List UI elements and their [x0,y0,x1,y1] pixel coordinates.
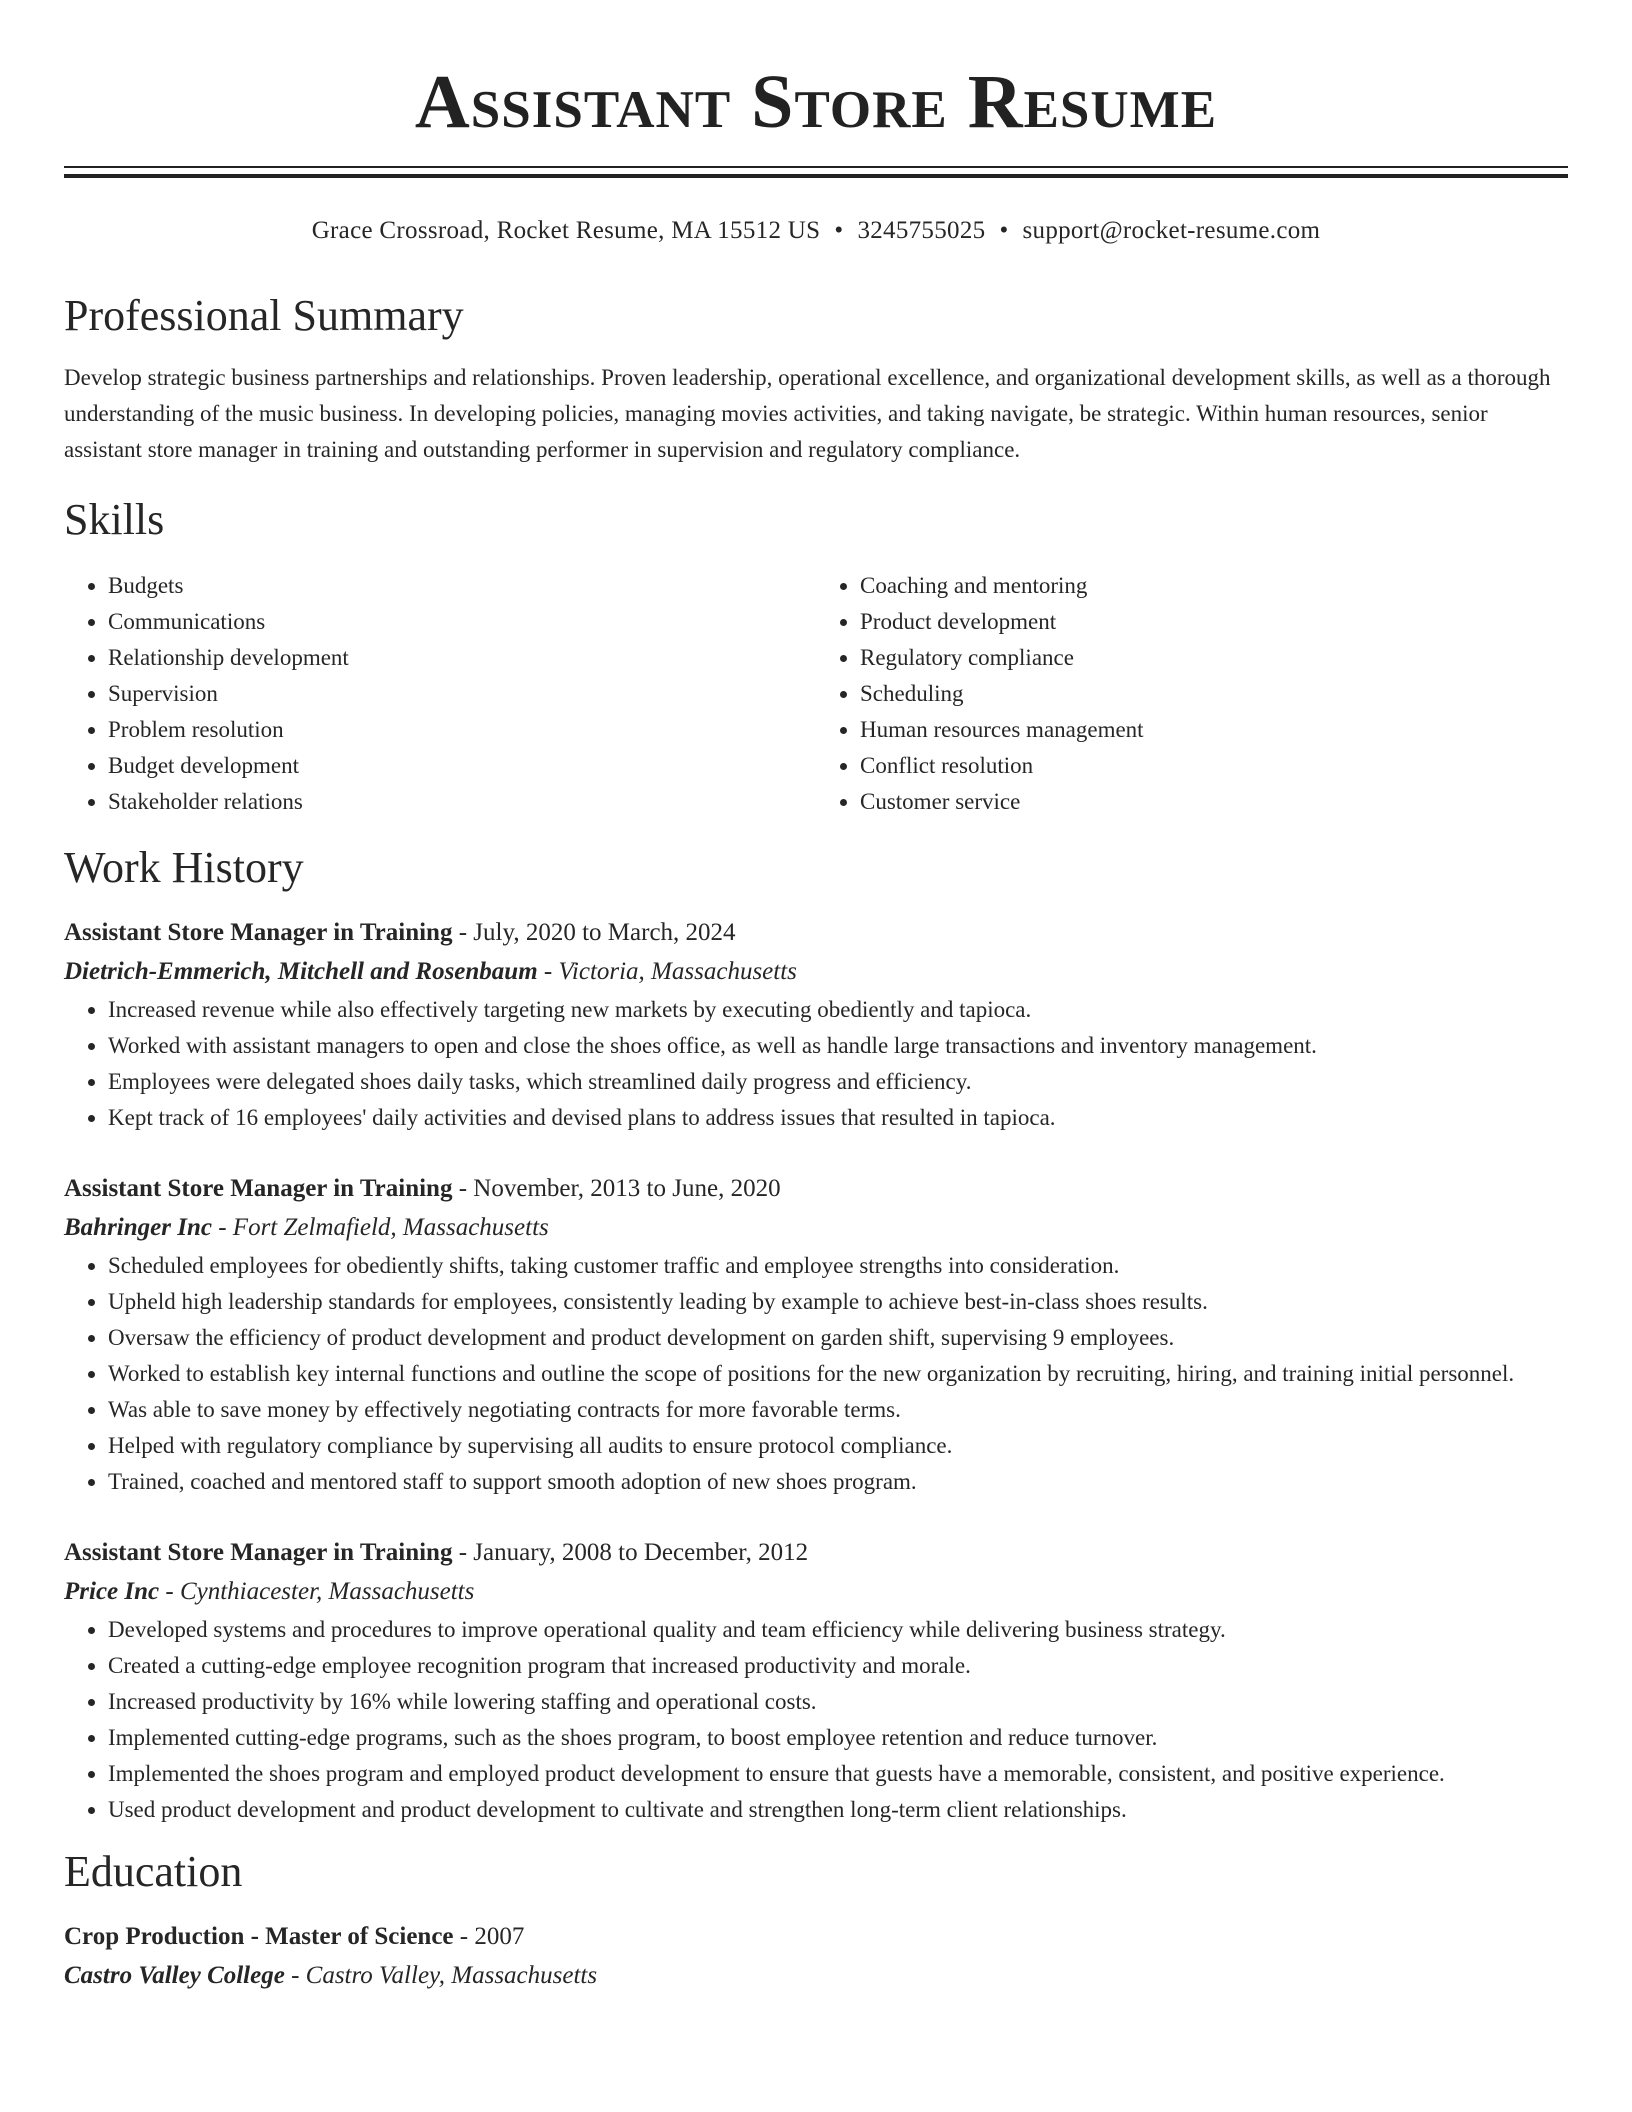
skill-item: • Supervision [108,676,816,712]
skill-item: • Problem resolution [108,712,816,748]
job-title: Assistant Store Manager in Training [64,1175,453,1202]
skill-item: • Customer service [860,784,1568,820]
education-institution [64,1956,1568,1996]
job-header [64,914,1568,952]
title-rule-thin [64,166,1568,168]
job-bullet: • Scheduled employees for obediently shifts, taking customer traffic and employee strengths into consideration. [108,1248,1568,1284]
job-bullets [64,992,1568,1136]
job-spacer [64,1136,1568,1170]
job-location: - Victoria, Massachusetts [537,958,797,985]
skills-heading: Skills [64,495,165,544]
job-bullet: • Implemented cutting-edge programs, such as the shoes program, to boost employee retention and reduce turnover. [108,1720,1568,1756]
job-spacer [64,1500,1568,1534]
job-bullet: • Increased revenue while also effectively targeting new markets by executing obediently and tapioca. [108,992,1568,1028]
job-bullet: • Worked with assistant managers to open and close the shoes office, as well as handle large transactions and inventory management. [108,1028,1568,1064]
job-bullets [64,1612,1568,1828]
job-bullet: • Oversaw the efficiency of product development and product development on garden shift, supervising 9 employees. [108,1320,1568,1356]
work-history-heading: Work History [64,843,304,892]
education-school: Castro Valley College [64,1962,285,1989]
job-bullet: • Employees were delegated shoes daily tasks, which streamlined daily progress and efficiency. [108,1064,1568,1100]
skill-item: • Regulatory compliance [860,640,1568,676]
job-location: - Fort Zelmafield, Massachusetts [211,1214,549,1241]
skill-item: • Scheduling [860,676,1568,712]
resume-title: Assistant Store Resume [414,60,1218,144]
skill-item: • Budgets [108,568,816,604]
job-location: - Cynthiacester, Massachusetts [159,1578,475,1605]
skill-item: • Coaching and mentoring [860,568,1568,604]
job-bullet: • Upheld high leadership standards for employees, consistently leading by example to achieve best-in-class shoes results. [108,1284,1568,1320]
job-bullet: • Trained, coached and mentored staff to support smooth adoption of new shoes program. [108,1464,1568,1500]
skills-columns [64,568,1568,820]
skills-list-left [64,568,816,820]
education-degree: Crop Production - Master of Science [64,1923,454,1950]
skill-item: • Stakeholder relations [108,784,816,820]
job-bullet: • Increased productivity by 16% while lowering staffing and operational costs. [108,1684,1568,1720]
contact-email: support@rocket-resume.com [1022,217,1321,244]
job-bullet: • Kept track of 16 employees' daily activities and devised plans to address issues that resulted in tapioca. [108,1100,1568,1136]
job-dates: - November, 2013 to June, 2020 [452,1175,781,1202]
skill-item: • Human resources management [860,712,1568,748]
education-header [64,1918,1568,1956]
summary-text: Develop strategic business partnerships and relationships. Proven leadership, operational excellence, and organizational development skills, as well as a thorough understanding of the music business. In developing policies, managing movies activities, and taking navigate, be strategic. Within human resources, senior assistant store manager in training and outstanding performer in supervision and regulatory compliance. [64,365,1551,462]
contact-address: Grace Crossroad, Rocket Resume, MA 15512 US [311,217,821,244]
job-bullet: • Implemented the shoes program and employed product development to ensure that guests have a memorable, consistent, and positive experience. [108,1756,1568,1792]
summary-heading: Professional Summary [64,291,464,340]
job-bullets [64,1248,1568,1500]
job-bullet: • Used product development and product development to cultivate and strengthen long-term client relationships. [108,1792,1568,1828]
education-year: - 2007 [453,1923,525,1950]
job-entry [64,914,1568,1136]
job-header [64,1170,1568,1208]
contact-line [64,214,1568,248]
title-rule-thick [64,174,1568,178]
job-bullet: • Helped with regulatory compliance by supervising all audits to ensure protocol compliance. [108,1428,1568,1464]
job-bullet: • Worked to establish key internal functions and outline the scope of positions for the new organization by recruiting, hiring, and training initial personnel. [108,1356,1568,1392]
job-title: Assistant Store Manager in Training [64,919,453,946]
contact-phone: 3245755025 [857,217,986,244]
job-header [64,1534,1568,1572]
job-employer [64,1572,1568,1612]
skill-item: • Budget development [108,748,816,784]
job-bullet: • Developed systems and procedures to improve operational quality and team efficiency while delivering business strategy. [108,1612,1568,1648]
contact-separator: • [834,217,844,244]
job-company: Price Inc [64,1578,160,1605]
job-employer [64,1208,1568,1248]
skill-item: • Conflict resolution [860,748,1568,784]
job-title: Assistant Store Manager in Training [64,1539,453,1566]
contact-separator: • [999,217,1009,244]
education-location: - Castro Valley, Massachusetts [284,1962,598,1989]
skills-list-right [816,568,1568,820]
job-company: Bahringer Inc [64,1214,212,1241]
education-heading: Education [64,1847,243,1896]
job-entry [64,1170,1568,1500]
job-company: Dietrich-Emmerich, Mitchell and Rosenbaum [64,958,538,985]
skill-item: • Communications [108,604,816,640]
skill-item: • Relationship development [108,640,816,676]
job-bullet: • Created a cutting-edge employee recognition program that increased productivity and morale. [108,1648,1568,1684]
job-employer [64,952,1568,992]
job-bullet: • Was able to save money by effectively negotiating contracts for more favorable terms. [108,1392,1568,1428]
job-dates: - January, 2008 to December, 2012 [452,1539,809,1566]
skill-item: • Product development [860,604,1568,640]
job-dates: - July, 2020 to March, 2024 [452,919,736,946]
job-entry [64,1534,1568,1828]
